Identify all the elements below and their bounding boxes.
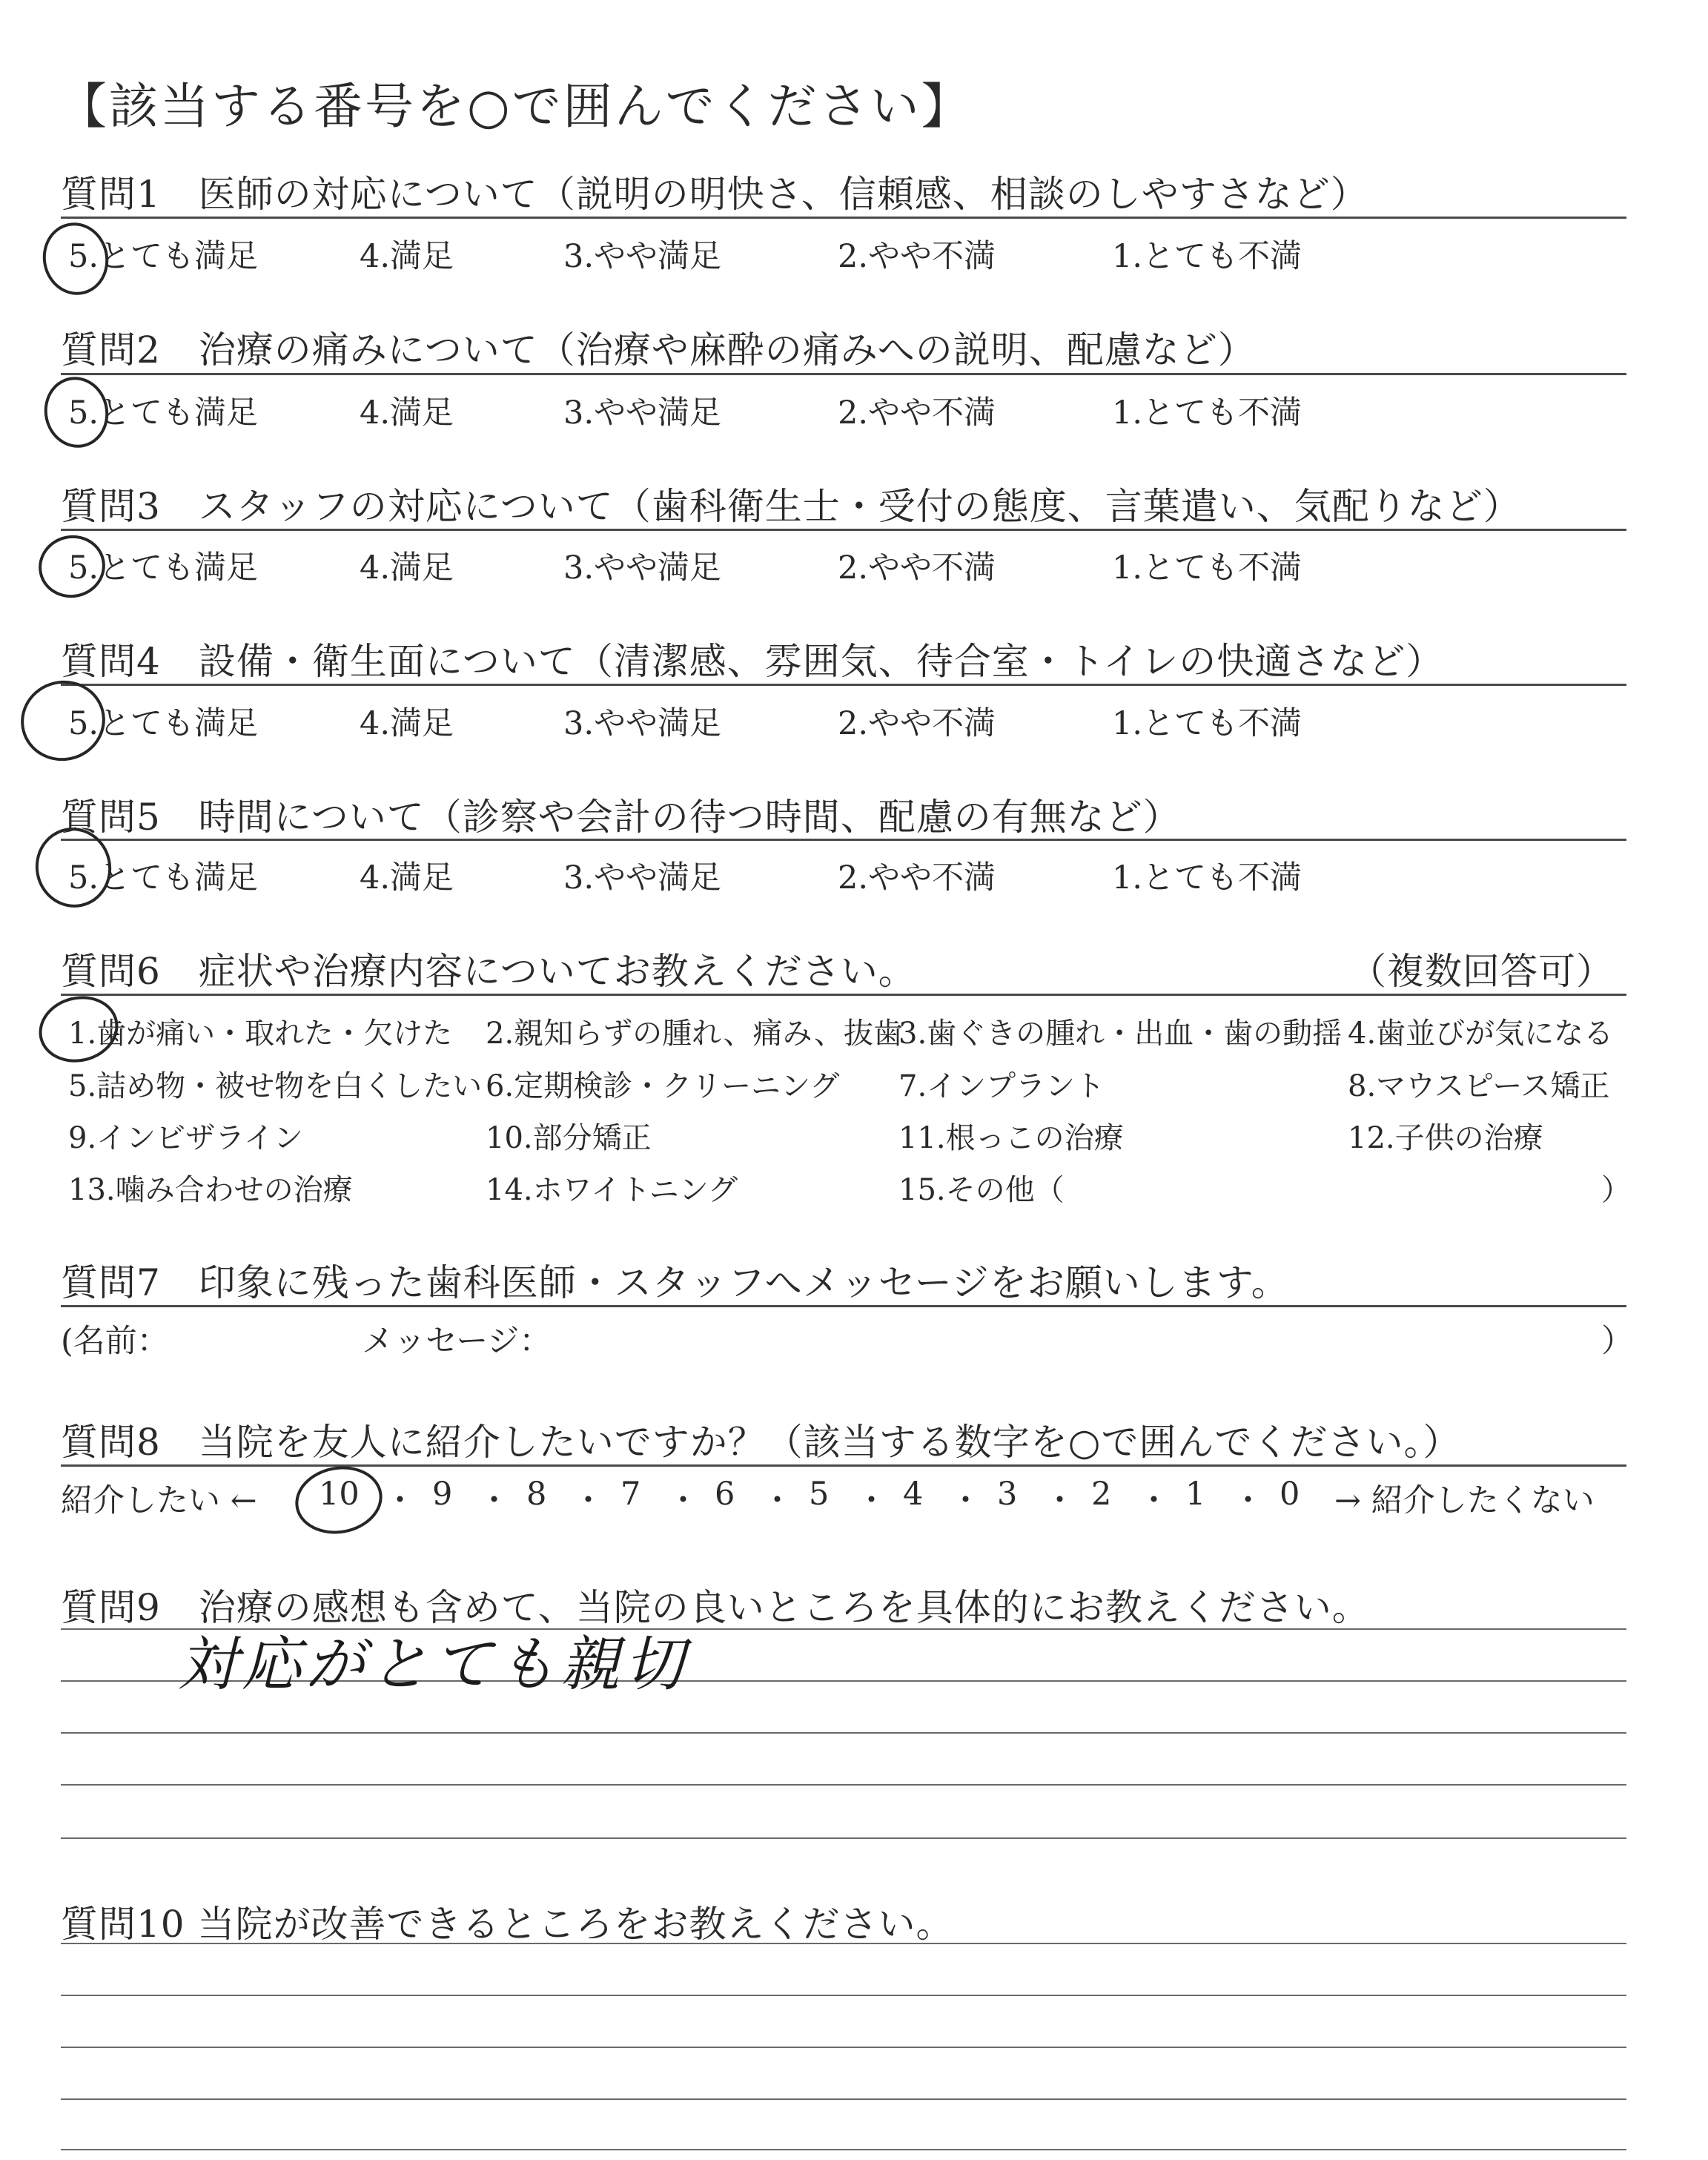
divider (61, 1464, 1626, 1467)
q5-option-1[interactable]: 1.とても不満 (1112, 859, 1302, 896)
q6-item-5[interactable]: 5.詰め物・被せ物を白くしたい (68, 1069, 483, 1103)
q6-item-8[interactable]: 8.マウスピース矯正 (1348, 1069, 1610, 1103)
scale-dot: ・ (1232, 1482, 1264, 1519)
answer-line (61, 2149, 1626, 2150)
scale-9[interactable]: 9 (432, 1476, 453, 1513)
divider (61, 1305, 1626, 1307)
scale-5[interactable]: 5 (809, 1476, 830, 1513)
scale-7[interactable]: 7 (620, 1476, 641, 1513)
scale-dot: ・ (384, 1482, 416, 1519)
question-9-title: 質問9 治療の感想も含めて、当院の良いところを具体的にお教えください。 (61, 1586, 1370, 1629)
q4-option-3[interactable]: 3.やや満足 (563, 705, 722, 742)
q1-option-2[interactable]: 2.やや不満 (838, 238, 996, 275)
question-10-title: 質問10 当院が改善できるところをお教えください。 (61, 1903, 954, 1946)
answer-line (61, 1732, 1626, 1734)
scale-dot: ・ (855, 1482, 887, 1519)
form-header: 【該当する番号を○で囲んでください】 (58, 78, 973, 135)
answer-line (61, 1784, 1626, 1786)
question-2-title: 質問2 治療の痛みについて（治療や麻酔の痛みへの説明、配慮など） (61, 328, 1256, 371)
scale-dot: ・ (667, 1482, 699, 1519)
name-label: (名前： (61, 1323, 169, 1360)
q1-option-4[interactable]: 4.満足 (360, 238, 454, 275)
q6-item-15[interactable]: 15.その他（ (898, 1173, 1065, 1207)
selection-circle (32, 988, 125, 1071)
q6-item-1[interactable]: 1.歯が痛い・取れた・欠けた (68, 1017, 453, 1051)
scale-2[interactable]: 2 (1091, 1476, 1112, 1513)
divider (61, 684, 1626, 686)
selection-circle (13, 672, 114, 770)
scale-3[interactable]: 3 (997, 1476, 1018, 1513)
q6-item-14[interactable]: 14.ホワイトニング (486, 1173, 738, 1207)
q2-option-2[interactable]: 2.やや不満 (838, 394, 996, 432)
q6-item-2[interactable]: 2.親知らずの腫れ、痛み、抜歯 (486, 1017, 903, 1051)
scale-1[interactable]: 1 (1185, 1476, 1206, 1513)
q3-option-3[interactable]: 3.やや満足 (563, 549, 722, 587)
q4-option-4[interactable]: 4.満足 (360, 705, 454, 742)
not-recommend-label: → 紹介したくない (1334, 1482, 1595, 1519)
divider (61, 994, 1626, 996)
q6-other-close-paren: ） (1601, 1173, 1631, 1207)
q1-option-1[interactable]: 1.とても不満 (1112, 238, 1302, 275)
q2-option-3[interactable]: 3.やや満足 (563, 394, 722, 432)
answer-line (61, 1837, 1626, 1839)
q6-item-3[interactable]: 3.歯ぐきの腫れ・出血・歯の動揺 (898, 1017, 1343, 1051)
q4-option-5[interactable]: 5.とても満足 (68, 705, 259, 742)
q2-option-4[interactable]: 4.満足 (360, 394, 454, 432)
scale-dot: ・ (1138, 1482, 1170, 1519)
q5-option-4[interactable]: 4.満足 (360, 859, 454, 896)
divider (61, 217, 1626, 219)
q6-item-9[interactable]: 9.インビザライン (68, 1121, 303, 1155)
q3-option-2[interactable]: 2.やや不満 (838, 549, 996, 587)
answer-line (61, 2098, 1626, 2100)
handwritten-answer[interactable]: 対応がとても親切 (178, 1630, 688, 1699)
divider (61, 373, 1626, 375)
q6-item-7[interactable]: 7.インプラント (898, 1069, 1105, 1103)
q1-option-5[interactable]: 5.とても満足 (68, 238, 259, 275)
selection-circle (290, 1459, 388, 1540)
q3-option-5[interactable]: 5.とても満足 (68, 549, 259, 587)
answer-line (61, 2047, 1626, 2048)
q6-item-12[interactable]: 12.子供の治療 (1348, 1121, 1543, 1155)
message-label: メッセージ： (362, 1323, 552, 1360)
scale-dot: ・ (761, 1482, 793, 1519)
q4-option-1[interactable]: 1.とても不満 (1112, 705, 1302, 742)
question-4-title: 質問4 設備・衛生面について（清潔感、雰囲気、待合室・トイレの快適さなど） (61, 640, 1444, 683)
q1-option-3[interactable]: 3.やや満足 (563, 238, 722, 275)
scale-10[interactable]: 10 (319, 1476, 360, 1513)
scale-dot: ・ (478, 1482, 510, 1519)
scale-8[interactable]: 8 (526, 1476, 547, 1513)
q2-option-1[interactable]: 1.とても不満 (1112, 394, 1302, 432)
selection-circle (33, 529, 110, 604)
multiple-answers-note: （複数回答可） (1349, 950, 1614, 993)
recommend-label: 紹介したい ← (61, 1482, 257, 1519)
answer-line (61, 1995, 1626, 1996)
scale-dot: ・ (950, 1482, 982, 1519)
scale-dot: ・ (1044, 1482, 1076, 1519)
scale-6[interactable]: 6 (715, 1476, 735, 1513)
question-5-title: 質問5 時間について（診察や会計の待つ時間、配慮の有無など） (61, 796, 1181, 839)
answer-line (61, 1943, 1626, 1944)
q3-option-4[interactable]: 4.満足 (360, 549, 454, 587)
q6-item-6[interactable]: 6.定期検診・クリーニング (486, 1069, 840, 1103)
scale-4[interactable]: 4 (903, 1476, 924, 1513)
divider (61, 839, 1626, 841)
question-6-title: 質問6 症状や治療内容についてお教えください。 (61, 950, 916, 993)
question-8-title: 質問8 当院を友人に紹介したいですか？（該当する数字を○で囲んでください。） (61, 1421, 1461, 1464)
divider (61, 529, 1626, 531)
scale-dot: ・ (572, 1482, 604, 1519)
q5-option-3[interactable]: 3.やや満足 (563, 859, 722, 896)
question-3-title: 質問3 スタッフの対応について（歯科衛生士・受付の態度、言葉遣い、気配りなど） (61, 485, 1521, 528)
q6-item-13[interactable]: 13.噛み合わせの治療 (68, 1173, 353, 1207)
question-1-title: 質問1 医師の対応について（説明の明快さ、信頼感、相談のしやすさなど） (61, 173, 1368, 216)
q5-option-5[interactable]: 5.とても満足 (68, 859, 259, 896)
q4-option-2[interactable]: 2.やや不満 (838, 705, 996, 742)
selection-circle (38, 371, 115, 454)
q6-item-11[interactable]: 11.根っこの治療 (898, 1121, 1124, 1155)
q3-option-1[interactable]: 1.とても不満 (1112, 549, 1302, 587)
message-close-paren: ） (1601, 1323, 1633, 1360)
question-7-title: 質問7 印象に残った歯科医師・スタッフへメッセージをお願いします。 (61, 1261, 1289, 1304)
scale-0[interactable]: 0 (1280, 1476, 1300, 1513)
q6-item-10[interactable]: 10.部分矯正 (486, 1121, 652, 1155)
q6-item-4[interactable]: 4.歯並びが気になる (1348, 1017, 1614, 1051)
q5-option-2[interactable]: 2.やや不満 (838, 859, 996, 896)
q2-option-5[interactable]: 5.とても満足 (68, 394, 259, 432)
selection-circle (36, 217, 115, 301)
